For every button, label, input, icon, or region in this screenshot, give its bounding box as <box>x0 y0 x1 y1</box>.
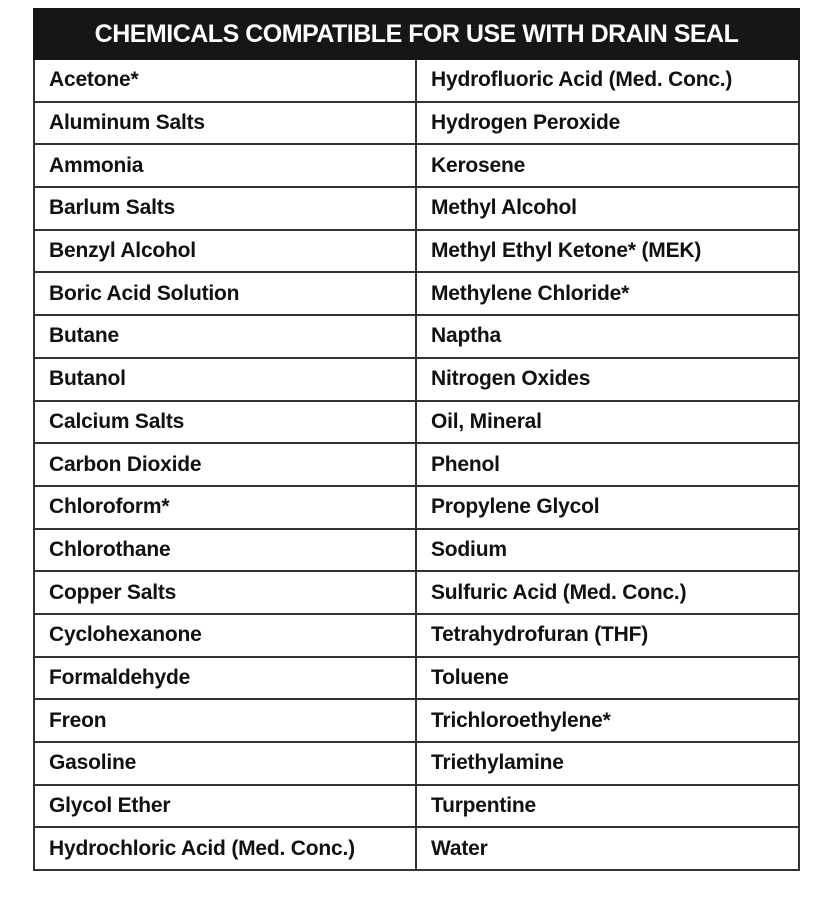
chemical-cell-left: Copper Salts <box>34 571 416 614</box>
table-row <box>34 401 799 444</box>
chemical-cell-right: Triethylamine <box>416 742 799 785</box>
chemical-cell-right: Methylene Chloride* <box>416 272 799 315</box>
chemical-cell-right: Trichloroethylene* <box>416 699 799 742</box>
table-row <box>34 614 799 657</box>
chemical-cell-left: Benzyl Alcohol <box>34 230 416 273</box>
chemical-cell-left: Calcium Salts <box>34 401 416 444</box>
chemical-cell-left: Formaldehyde <box>34 657 416 700</box>
table-row <box>34 785 799 828</box>
chemical-cell-right: Nitrogen Oxides <box>416 358 799 401</box>
chemical-cell-right: Hydrofluoric Acid (Med. Conc.) <box>416 59 799 102</box>
table-row <box>34 102 799 145</box>
table-row <box>34 144 799 187</box>
table-row <box>34 187 799 230</box>
chemical-cell-right: Turpentine <box>416 785 799 828</box>
table-row <box>34 272 799 315</box>
table-row <box>34 59 799 102</box>
table-row <box>34 358 799 401</box>
chemical-cell-right: Hydrogen Peroxide <box>416 102 799 145</box>
chemical-cell-right: Kerosene <box>416 144 799 187</box>
table-header-row <box>34 9 799 59</box>
chemical-cell-right: Water <box>416 827 799 870</box>
table-row <box>34 657 799 700</box>
chemical-cell-left: Carbon Dioxide <box>34 443 416 486</box>
table-row <box>34 699 799 742</box>
chemical-cell-left: Freon <box>34 699 416 742</box>
chemical-cell-right: Toluene <box>416 657 799 700</box>
chemical-cell-left: Hydrochloric Acid (Med. Conc.) <box>34 827 416 870</box>
table-row <box>34 529 799 572</box>
chemical-cell-left: Cyclohexanone <box>34 614 416 657</box>
chemical-cell-right: Sulfuric Acid (Med. Conc.) <box>416 571 799 614</box>
chemical-cell-right: Methyl Ethyl Ketone* (MEK) <box>416 230 799 273</box>
chemical-cell-left: Acetone* <box>34 59 416 102</box>
chemical-cell-right: Phenol <box>416 443 799 486</box>
chemical-cell-left: Aluminum Salts <box>34 102 416 145</box>
chemical-cell-left: Gasoline <box>34 742 416 785</box>
table-row <box>34 486 799 529</box>
table-row <box>34 827 799 870</box>
chemical-cell-left: Ammonia <box>34 144 416 187</box>
chemical-cell-right: Propylene Glycol <box>416 486 799 529</box>
table-row <box>34 571 799 614</box>
chemical-cell-left: Chlorothane <box>34 529 416 572</box>
chemical-cell-left: Chloroform* <box>34 486 416 529</box>
table-row <box>34 230 799 273</box>
chemical-compatibility-table-container <box>33 8 798 871</box>
table-body <box>34 59 799 870</box>
chemical-compatibility-table <box>33 8 800 871</box>
chemical-cell-left: Butanol <box>34 358 416 401</box>
table-row <box>34 315 799 358</box>
chemical-cell-right: Methyl Alcohol <box>416 187 799 230</box>
table-row <box>34 742 799 785</box>
chemical-cell-left: Boric Acid Solution <box>34 272 416 315</box>
chemical-cell-right: Oil, Mineral <box>416 401 799 444</box>
chemical-cell-right: Naptha <box>416 315 799 358</box>
chemical-cell-right: Sodium <box>416 529 799 572</box>
chemical-cell-left: Barlum Salts <box>34 187 416 230</box>
chemical-cell-left: Butane <box>34 315 416 358</box>
table-title: CHEMICALS COMPATIBLE FOR USE WITH DRAIN SEAL <box>34 9 799 59</box>
chemical-cell-right: Tetrahydrofuran (THF) <box>416 614 799 657</box>
table-row <box>34 443 799 486</box>
chemical-cell-left: Glycol Ether <box>34 785 416 828</box>
